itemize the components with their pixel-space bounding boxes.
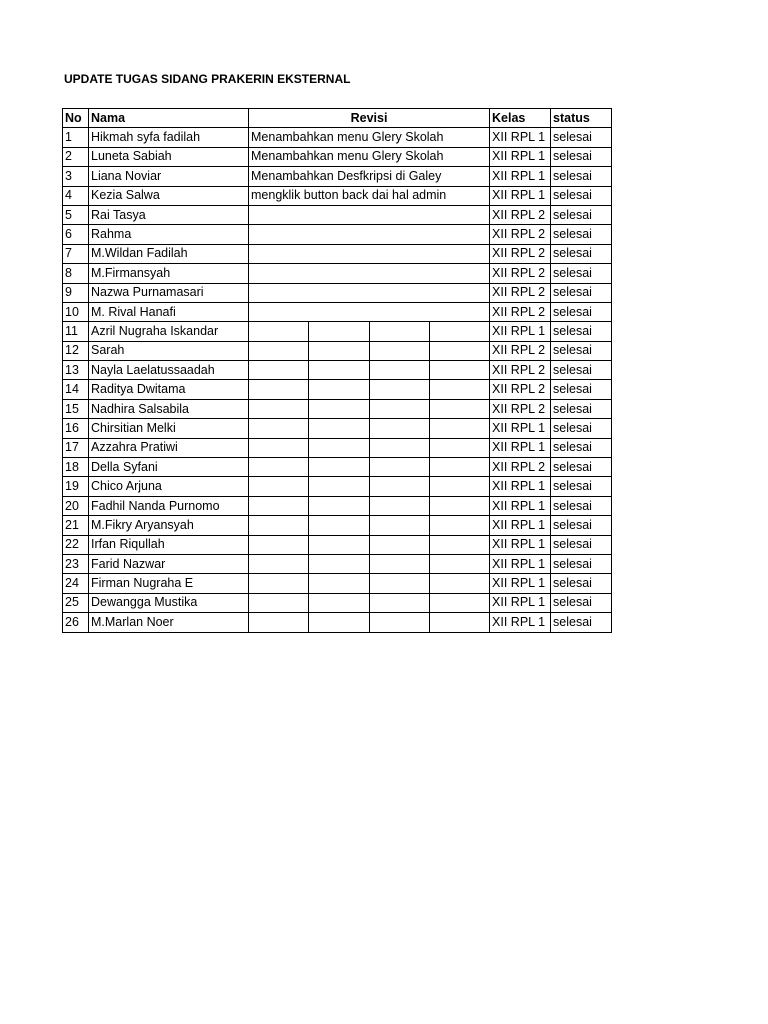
table-row	[63, 302, 612, 321]
cell-no: 13	[63, 361, 89, 380]
cell-revisi-empty	[370, 361, 430, 380]
cell-no: 8	[63, 264, 89, 283]
cell-revisi-empty	[309, 380, 370, 399]
header-status: status	[551, 109, 612, 128]
document-title: UPDATE TUGAS SIDANG PRAKERIN EKSTERNAL	[64, 72, 351, 86]
header-kelas: Kelas	[490, 109, 551, 128]
cell-nama: Raditya Dwitama	[89, 380, 249, 399]
cell-revisi-empty	[309, 554, 370, 573]
cell-kelas: XII RPL 1	[490, 496, 551, 515]
cell-kelas: XII RPL 1	[490, 147, 551, 166]
cell-revisi-empty	[370, 613, 430, 632]
table-row	[63, 613, 612, 632]
cell-kelas: XII RPL 2	[490, 244, 551, 263]
cell-no: 21	[63, 516, 89, 535]
table-row	[63, 244, 612, 263]
cell-revisi-empty	[249, 419, 309, 438]
cell-revisi-empty	[430, 516, 490, 535]
table-row	[63, 574, 612, 593]
cell-kelas: XII RPL 1	[490, 322, 551, 341]
cell-nama: Azzahra Pratiwi	[89, 438, 249, 457]
cell-kelas: XII RPL 2	[490, 458, 551, 477]
revision-table	[62, 108, 612, 633]
table-row	[63, 322, 612, 341]
cell-kelas: XII RPL 1	[490, 593, 551, 612]
cell-status: selesai	[551, 361, 612, 380]
cell-status: selesai	[551, 128, 612, 147]
cell-revisi-empty	[430, 554, 490, 573]
cell-revisi-empty	[309, 535, 370, 554]
cell-revisi: Menambahkan menu Glery Skolah	[249, 147, 490, 166]
cell-revisi-empty	[309, 496, 370, 515]
cell-revisi-empty	[430, 593, 490, 612]
cell-no: 14	[63, 380, 89, 399]
cell-revisi-empty	[309, 322, 370, 341]
cell-nama: Rahma	[89, 225, 249, 244]
cell-revisi-empty	[249, 516, 309, 535]
table-row	[63, 554, 612, 573]
table-row	[63, 283, 612, 302]
table-row	[63, 361, 612, 380]
cell-revisi-empty	[309, 593, 370, 612]
cell-revisi-empty	[430, 341, 490, 360]
cell-kelas: XII RPL 2	[490, 380, 551, 399]
cell-revisi-empty	[249, 593, 309, 612]
cell-revisi-empty	[430, 399, 490, 418]
cell-revisi-empty	[249, 322, 309, 341]
cell-no: 17	[63, 438, 89, 457]
cell-kelas: XII RPL 1	[490, 438, 551, 457]
cell-status: selesai	[551, 593, 612, 612]
cell-nama: Chico Arjuna	[89, 477, 249, 496]
cell-kelas: XII RPL 1	[490, 186, 551, 205]
table-header-row	[63, 109, 612, 128]
cell-kelas: XII RPL 2	[490, 302, 551, 321]
table-row	[63, 399, 612, 418]
cell-nama: Farid Nazwar	[89, 554, 249, 573]
cell-nama: Irfan Riqullah	[89, 535, 249, 554]
cell-revisi-empty	[249, 554, 309, 573]
header-no: No	[63, 109, 89, 128]
cell-revisi-empty	[370, 477, 430, 496]
cell-no: 26	[63, 613, 89, 632]
cell-revisi-empty	[370, 419, 430, 438]
cell-nama: Nazwa Purnamasari	[89, 283, 249, 302]
cell-revisi-empty	[309, 477, 370, 496]
table-row	[63, 186, 612, 205]
cell-revisi-empty	[370, 341, 430, 360]
cell-no: 6	[63, 225, 89, 244]
cell-revisi-empty	[309, 613, 370, 632]
cell-revisi-empty	[430, 574, 490, 593]
cell-kelas: XII RPL 1	[490, 574, 551, 593]
cell-no: 18	[63, 458, 89, 477]
cell-no: 5	[63, 205, 89, 224]
cell-status: selesai	[551, 477, 612, 496]
table-body	[63, 109, 612, 633]
cell-status: selesai	[551, 438, 612, 457]
cell-revisi-empty	[249, 535, 309, 554]
cell-status: selesai	[551, 535, 612, 554]
cell-revisi-empty	[430, 535, 490, 554]
cell-no: 20	[63, 496, 89, 515]
cell-revisi-empty	[430, 458, 490, 477]
cell-revisi-empty	[249, 380, 309, 399]
cell-revisi-empty	[370, 380, 430, 399]
cell-nama: Della Syfani	[89, 458, 249, 477]
cell-revisi	[249, 225, 490, 244]
cell-kelas: XII RPL 1	[490, 128, 551, 147]
cell-revisi: mengklik button back dai hal admin	[249, 186, 490, 205]
table-row	[63, 419, 612, 438]
cell-revisi-empty	[249, 477, 309, 496]
cell-nama: Firman Nugraha E	[89, 574, 249, 593]
cell-no: 12	[63, 341, 89, 360]
cell-revisi-empty	[249, 399, 309, 418]
cell-nama: Fadhil Nanda Purnomo	[89, 496, 249, 515]
cell-revisi-empty	[309, 341, 370, 360]
cell-revisi-empty	[309, 361, 370, 380]
cell-nama: Luneta Sabiah	[89, 147, 249, 166]
cell-no: 23	[63, 554, 89, 573]
cell-no: 9	[63, 283, 89, 302]
cell-revisi-empty	[430, 322, 490, 341]
cell-kelas: XII RPL 1	[490, 419, 551, 438]
cell-revisi: Menambahkan Desfkripsi di Galey	[249, 167, 490, 186]
cell-status: selesai	[551, 186, 612, 205]
cell-revisi	[249, 283, 490, 302]
table-row	[63, 128, 612, 147]
cell-status: selesai	[551, 380, 612, 399]
cell-revisi-empty	[370, 438, 430, 457]
table-row	[63, 535, 612, 554]
table-row	[63, 341, 612, 360]
cell-nama: Sarah	[89, 341, 249, 360]
table-row	[63, 593, 612, 612]
cell-no: 22	[63, 535, 89, 554]
cell-status: selesai	[551, 147, 612, 166]
cell-revisi-empty	[370, 458, 430, 477]
cell-no: 3	[63, 167, 89, 186]
table-row	[63, 438, 612, 457]
cell-nama: Hikmah syfa fadilah	[89, 128, 249, 147]
cell-nama: Kezia Salwa	[89, 186, 249, 205]
cell-revisi-empty	[370, 322, 430, 341]
cell-status: selesai	[551, 516, 612, 535]
cell-status: selesai	[551, 322, 612, 341]
cell-nama: M. Rival Hanafi	[89, 302, 249, 321]
cell-no: 7	[63, 244, 89, 263]
cell-revisi-empty	[370, 554, 430, 573]
cell-nama: Nadhira Salsabila	[89, 399, 249, 418]
cell-status: selesai	[551, 399, 612, 418]
cell-kelas: XII RPL 1	[490, 516, 551, 535]
cell-status: selesai	[551, 554, 612, 573]
cell-kelas: XII RPL 1	[490, 167, 551, 186]
cell-kelas: XII RPL 2	[490, 205, 551, 224]
cell-revisi-empty	[249, 438, 309, 457]
cell-status: selesai	[551, 244, 612, 263]
cell-revisi-empty	[430, 477, 490, 496]
cell-kelas: XII RPL 2	[490, 264, 551, 283]
cell-revisi-empty	[309, 458, 370, 477]
cell-revisi-empty	[249, 458, 309, 477]
cell-revisi-empty	[249, 361, 309, 380]
table-row	[63, 496, 612, 515]
cell-revisi-empty	[370, 535, 430, 554]
cell-status: selesai	[551, 458, 612, 477]
cell-status: selesai	[551, 496, 612, 515]
cell-revisi-empty	[249, 341, 309, 360]
cell-revisi-empty	[430, 613, 490, 632]
table-row	[63, 147, 612, 166]
table-row	[63, 225, 612, 244]
cell-kelas: XII RPL 2	[490, 283, 551, 302]
cell-nama: Dewangga Mustika	[89, 593, 249, 612]
header-revisi: Revisi	[249, 109, 490, 128]
table-row	[63, 380, 612, 399]
cell-revisi-empty	[430, 361, 490, 380]
cell-revisi-empty	[249, 613, 309, 632]
cell-revisi-empty	[309, 399, 370, 418]
cell-kelas: XII RPL 2	[490, 361, 551, 380]
cell-kelas: XII RPL 1	[490, 477, 551, 496]
table-row	[63, 167, 612, 186]
cell-nama: Rai Tasya	[89, 205, 249, 224]
cell-revisi-empty	[309, 438, 370, 457]
cell-no: 25	[63, 593, 89, 612]
cell-status: selesai	[551, 613, 612, 632]
cell-kelas: XII RPL 1	[490, 613, 551, 632]
cell-revisi-empty	[309, 574, 370, 593]
cell-nama: M.Firmansyah	[89, 264, 249, 283]
cell-revisi	[249, 264, 490, 283]
cell-no: 2	[63, 147, 89, 166]
cell-revisi-empty	[249, 496, 309, 515]
cell-revisi-empty	[430, 380, 490, 399]
cell-revisi-empty	[370, 516, 430, 535]
cell-no: 15	[63, 399, 89, 418]
table-row	[63, 477, 612, 496]
cell-no: 10	[63, 302, 89, 321]
cell-status: selesai	[551, 264, 612, 283]
cell-kelas: XII RPL 2	[490, 399, 551, 418]
cell-nama: M.Wildan Fadilah	[89, 244, 249, 263]
cell-no: 16	[63, 419, 89, 438]
cell-nama: Azril Nugraha Iskandar	[89, 322, 249, 341]
cell-status: selesai	[551, 167, 612, 186]
cell-status: selesai	[551, 574, 612, 593]
cell-status: selesai	[551, 341, 612, 360]
cell-revisi-empty	[370, 574, 430, 593]
cell-status: selesai	[551, 302, 612, 321]
cell-revisi-empty	[309, 419, 370, 438]
table-row	[63, 516, 612, 535]
cell-kelas: XII RPL 2	[490, 225, 551, 244]
cell-no: 4	[63, 186, 89, 205]
cell-no: 19	[63, 477, 89, 496]
cell-revisi-empty	[370, 399, 430, 418]
cell-revisi-empty	[370, 496, 430, 515]
cell-no: 1	[63, 128, 89, 147]
cell-status: selesai	[551, 205, 612, 224]
cell-status: selesai	[551, 225, 612, 244]
table-row	[63, 458, 612, 477]
cell-no: 11	[63, 322, 89, 341]
cell-revisi	[249, 302, 490, 321]
table-row	[63, 205, 612, 224]
cell-revisi-empty	[309, 516, 370, 535]
cell-revisi-empty	[249, 574, 309, 593]
cell-kelas: XII RPL 1	[490, 535, 551, 554]
cell-nama: M.Marlan Noer	[89, 613, 249, 632]
cell-kelas: XII RPL 2	[490, 341, 551, 360]
cell-nama: Liana Noviar	[89, 167, 249, 186]
cell-revisi: Menambahkan menu Glery Skolah	[249, 128, 490, 147]
cell-revisi	[249, 244, 490, 263]
cell-revisi-empty	[430, 419, 490, 438]
header-nama: Nama	[89, 109, 249, 128]
cell-status: selesai	[551, 419, 612, 438]
cell-revisi-empty	[370, 593, 430, 612]
cell-nama: Chirsitian Melki	[89, 419, 249, 438]
cell-revisi-empty	[430, 496, 490, 515]
cell-no: 24	[63, 574, 89, 593]
cell-status: selesai	[551, 283, 612, 302]
cell-nama: Nayla Laelatussaadah	[89, 361, 249, 380]
cell-revisi-empty	[430, 438, 490, 457]
cell-nama: M.Fikry Aryansyah	[89, 516, 249, 535]
cell-revisi	[249, 205, 490, 224]
cell-kelas: XII RPL 1	[490, 554, 551, 573]
table-row	[63, 264, 612, 283]
